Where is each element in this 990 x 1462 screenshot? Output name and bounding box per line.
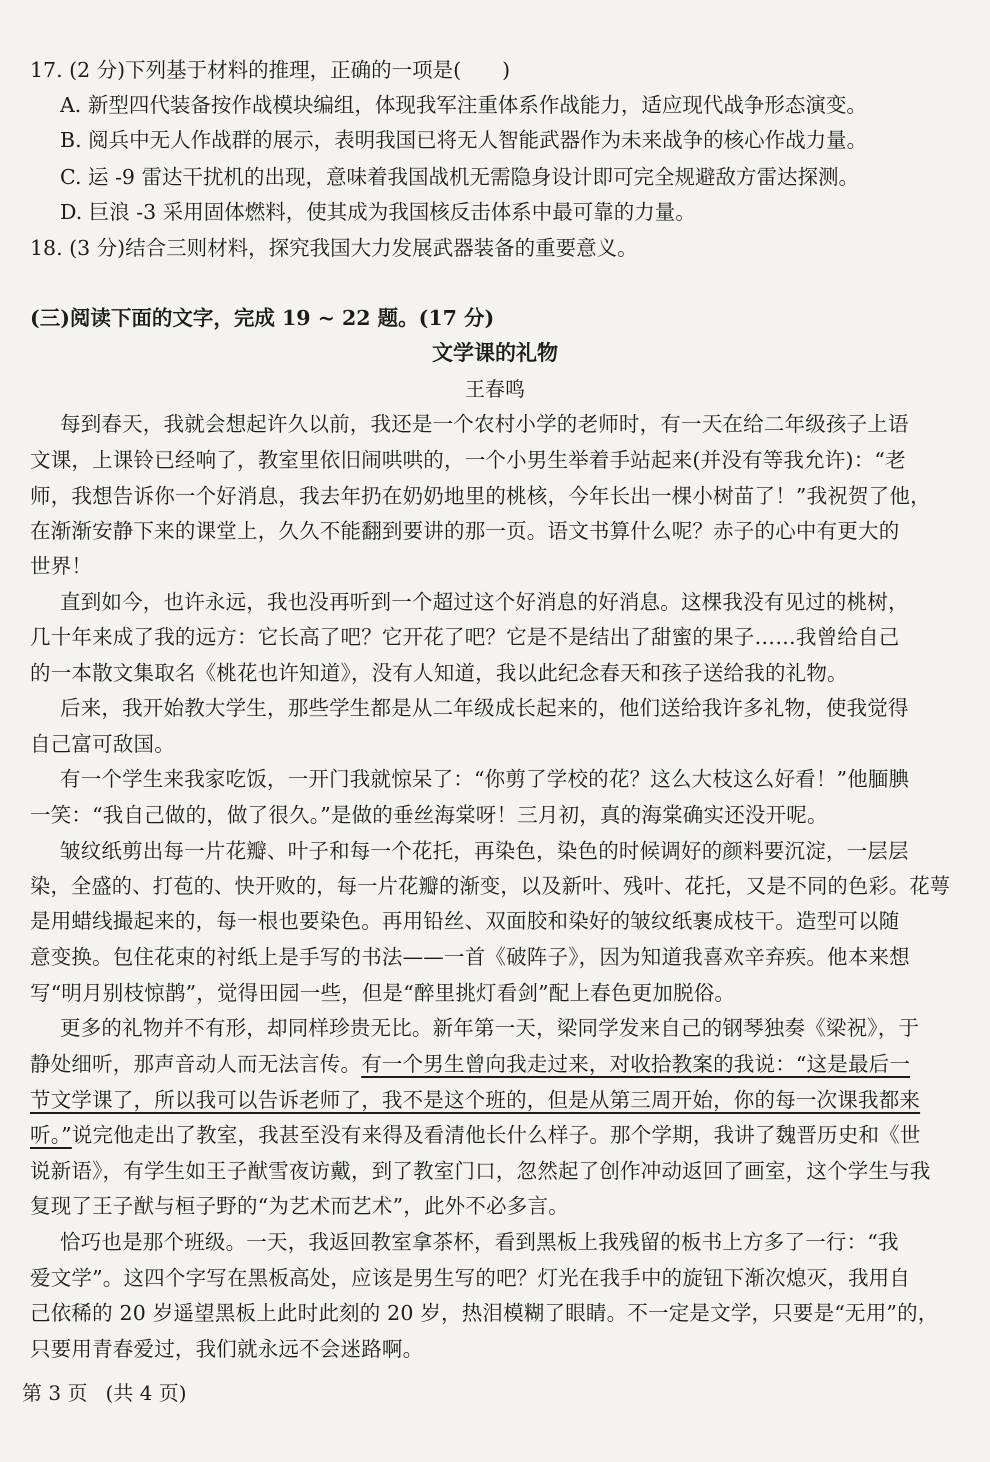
article-title: 文学课的礼物 (432, 340, 558, 365)
article-line: 每到春天，我就会想起许久以前，我还是一个农村小学的老师时，有一天在给二年级孩子上语 (60, 412, 909, 436)
article-line: 说新语》，有学生如王子猷雪夜访戴，到了教室门口，忽然起了创作冲动返回了画室，这个学生与我 (30, 1159, 931, 1183)
question-17-option-d: D. 巨浪 -3 采用固体燃料，使其成为我国核反击体系中最可靠的力量。 (60, 200, 696, 224)
article-line: 师，我想告诉你一个好消息，我去年扔在奶奶地里的桃核，今年长出一棵小树苗了！”我祝贺了他， (30, 484, 931, 508)
article-line: 皱纹纸剪出每一片花瓣、叶子和每一个花托，再染色，染色的时候调好的颜料要沉淀，一层层 (60, 839, 909, 863)
article-line: 爱文学”。这四个字写在黑板高处，应该是男生写的吧？灯光在我手中的旋钮下渐次熄灭，我用自 (30, 1266, 911, 1290)
article-line: 写“明月别枝惊鹊”，觉得田园一些，但是“醉里挑灯看剑”配上春色更加脱俗。 (30, 981, 736, 1005)
article-line: 有一个学生来我家吃饭，一开门我就惊呆了：“你剪了学校的花？这么大枝这么好看！”他腼腆 (60, 767, 910, 791)
article-line: 复现了王子猷与桓子野的“为艺术而艺术”，此外不必多言。 (30, 1194, 569, 1218)
article-line: 的一本散文集取名《桃花也许知道》，没有人知道，我以此纪念春天和孩子送给我的礼物。 (30, 661, 848, 685)
article-line: 自己富可敌国。 (30, 732, 175, 756)
article-line: 染，全盛的、打苞的、快开败的，每一片花瓣的渐变，以及新叶、残叶、花托，又是不同的色彩。花萼 (30, 874, 951, 898)
question-17-option-b: B. 阅兵中无人作战群的展示，表明我国已将无人智能武器作为未来战争的核心作战力量。 (60, 128, 868, 152)
article-line (30, 1120, 960, 1150)
article-line: 文课，上课铃已经响了，教室里依旧闹哄哄的，一个小男生举着手站起来(并没有等我允许)：“老 (30, 448, 906, 472)
article-line: 直到如今，也许永远，我也没再听到一个超过这个好消息的好消息。这棵我没有见过的桃树， (60, 590, 909, 614)
article-line: 己依稀的 20 岁遥望黑板上此时此刻的 20 岁，热泪模糊了眼睛。不一定是文学，只要是“无用”的， (30, 1301, 939, 1325)
article-line: 只要用青春爱过，我们就永远不会迷路啊。 (30, 1337, 424, 1361)
page-footer (22, 1378, 187, 1408)
page-total: (共 4 页) (105, 1381, 187, 1405)
underlined-passage: 节文学课了，所以我可以告诉老师了，我不是这个班的，但是从第三周开始，你的每一次课我都来 (30, 1088, 921, 1112)
article-text: 静处细听，那声音动人而无法言传。 (30, 1052, 362, 1076)
article-line: 意变换。包住花束的衬纸上是手写的书法——一首《破阵子》，因为知道我喜欢辛弃疾。他本来想 (30, 945, 910, 969)
question-17-option-c: C. 运 -9 雷达干扰机的出现，意味着我国战机无需隐身设计即可完全规避敌方雷达探测。 (60, 165, 859, 189)
article-text: 说完他走出了教室，我甚至没有来得及看清他长什么样子。那个学期，我讲了魏晋历史和《世 (71, 1123, 921, 1147)
article-line: 几十年来成了我的远方：它长高了吧？它开花了吧？它是不是结出了甜蜜的果子……我曾给自己 (30, 625, 900, 649)
article-line: 一笑：“我自己做的，做了很久。”是做的垂丝海棠呀！三月初，真的海棠确实还没开呢。 (30, 803, 828, 827)
article-line: 在渐渐安静下来的课堂上，久久不能翻到要讲的那一页。语文书算什么呢？赤子的心中有更大的 (30, 519, 900, 543)
page-number: 第 3 页 (22, 1381, 88, 1405)
section-heading: (三)阅读下面的文字，完成 19 ~ 22 题。(17 分) (30, 306, 495, 330)
article-line: 恰巧也是那个班级。一天，我返回教室拿茶杯，看到黑板上我残留的板书上方多了一行：“我 (60, 1230, 899, 1254)
underlined-passage: 听。” (30, 1123, 72, 1147)
article-line: 世界！ (30, 554, 93, 578)
article-author: 王春鸣 (465, 377, 525, 401)
question-18-stem: 18. (3 分)结合三则材料，探究我国大力发展武器装备的重要意义。 (30, 236, 638, 260)
article-line: 更多的礼物并不有形，却同样珍贵无比。新年第一天，梁同学发来自己的钢琴独奏《梁祝》，于 (60, 1016, 920, 1040)
article-line: 是用蜡线撮起来的，每一根也要染色。再用铅丝、双面胶和染好的皱纹纸裹成枝干。造型可以随 (30, 909, 900, 933)
underlined-passage: 有一个男生曾向我走过来，对收拾教案的我说：“这是最后一 (361, 1052, 911, 1076)
question-17-option-a: A. 新型四代装备按作战模块编组，体现我军注重体系作战能力，适应现代战争形态演变。 (60, 93, 867, 117)
article-line: 后来，我开始教大学生，那些学生都是从二年级成长起来的，他们送给我许多礼物，使我觉得 (60, 696, 909, 720)
article-line (30, 1049, 960, 1079)
question-17-stem: 17. (2 分)下列基于材料的推理，正确的一项是( ) (30, 58, 511, 82)
